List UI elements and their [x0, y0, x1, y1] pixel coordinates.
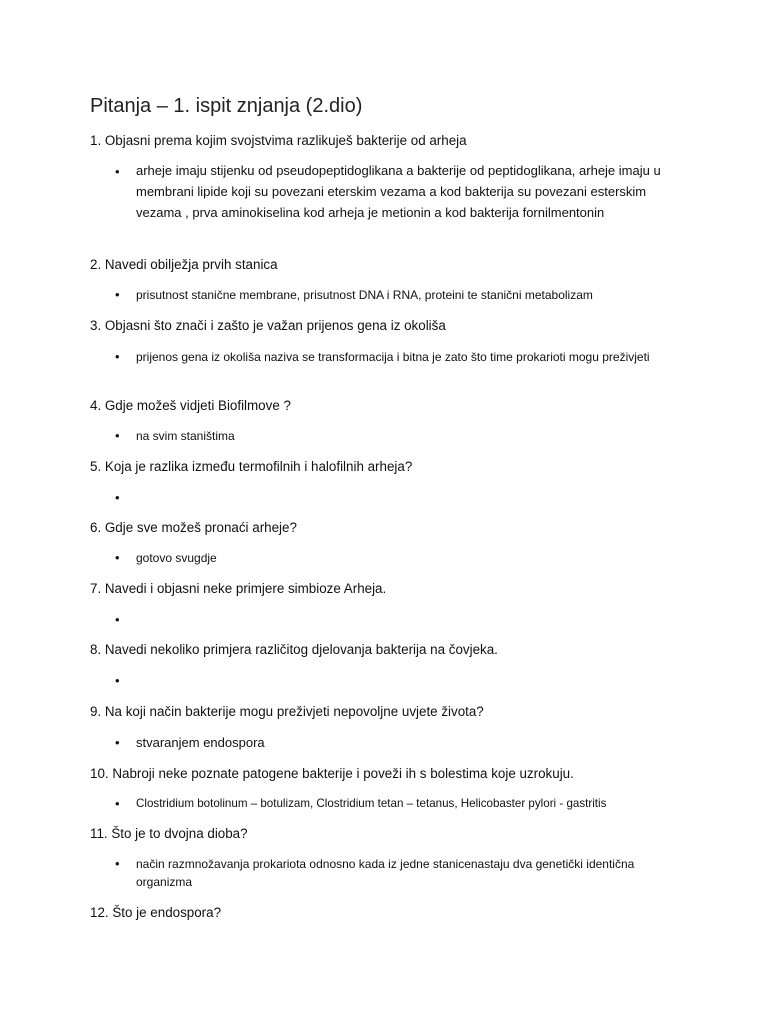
question-8: 8. Navedi nekoliko primjera različitog djelovanja bakterija na čovjeka.: [90, 642, 498, 657]
bullet-3: •: [115, 349, 120, 364]
bullet-4: •: [115, 428, 120, 443]
bullet-2: •: [115, 287, 120, 302]
answer-1: arheje imaju stijenku od pseudopeptidoglikana a bakterije od peptidoglikana, arheje imaju u membrani lipide koji su povezani eterskim vezama a kod bakterija su povezani esterskim vezama , prva aminokiselina kod arheja je metionin a kod bakterija fornilmentonin: [136, 163, 661, 220]
answer-6: gotovo svugdje: [136, 551, 217, 565]
answer-3: prijenos gena iz okoliša naziva se transformacija i bitna je zato što time prokarioti mogu preživjeti: [136, 350, 650, 364]
question-12: 12. Što je endospora?: [90, 905, 222, 920]
question-3: 3. Objasni što znači i zašto je važan prijenos gena iz okoliša: [90, 318, 446, 333]
question-9: 9. Na koji način bakterije mogu preživjeti nepovoljne uvjete života?: [90, 704, 484, 719]
bullet-6: •: [115, 550, 120, 565]
answer-10: Clostridium botolinum – botulizam, Clostridium tetan – tetanus, Helicobaster pylori - gastritis: [136, 797, 607, 810]
question-5: 5. Koja je razlika između termofilnih i halofilnih arheja?: [90, 459, 413, 474]
question-2: 2. Navedi obilježja prvih stanica: [90, 257, 278, 272]
answer-4: na svim staništima: [136, 429, 235, 443]
bullet-9: •: [115, 735, 120, 750]
question-7: 7. Navedi i objasni neke primjere simbioze Arheja.: [90, 581, 387, 596]
bullet-10: •: [115, 796, 120, 811]
bullet-1: •: [115, 164, 120, 179]
document-title: Pitanja – 1. ispit znjanja (2.dio): [90, 95, 363, 117]
bullet-7: •: [115, 612, 120, 627]
question-6: 6. Gdje sve možeš pronaći arheje?: [90, 520, 297, 535]
question-4: 4. Gdje možeš vidjeti Biofilmove ?: [90, 398, 291, 413]
bullet-8: •: [115, 673, 120, 688]
answer-11: način razmnožavanja prokariota odnosno kada iz jedne stanicenastaju dva genetički identična organizma: [136, 857, 635, 889]
bullet-11: •: [115, 856, 120, 871]
question-11: 11. Što je to dvojna dioba?: [90, 826, 248, 841]
answer-2: prisutnost stanične membrane, prisutnost DNA i RNA, proteini te stanični metabolizam: [136, 288, 593, 302]
answer-9: stvaranjem endospora: [136, 735, 265, 750]
bullet-5: •: [115, 490, 120, 505]
question-1: 1. Objasni prema kojim svojstvima razlikuješ bakterije od arheja: [90, 133, 467, 148]
question-10: 10. Nabroji neke poznate patogene bakterije i poveži ih s bolestima koje uzrokuju.: [90, 766, 574, 781]
